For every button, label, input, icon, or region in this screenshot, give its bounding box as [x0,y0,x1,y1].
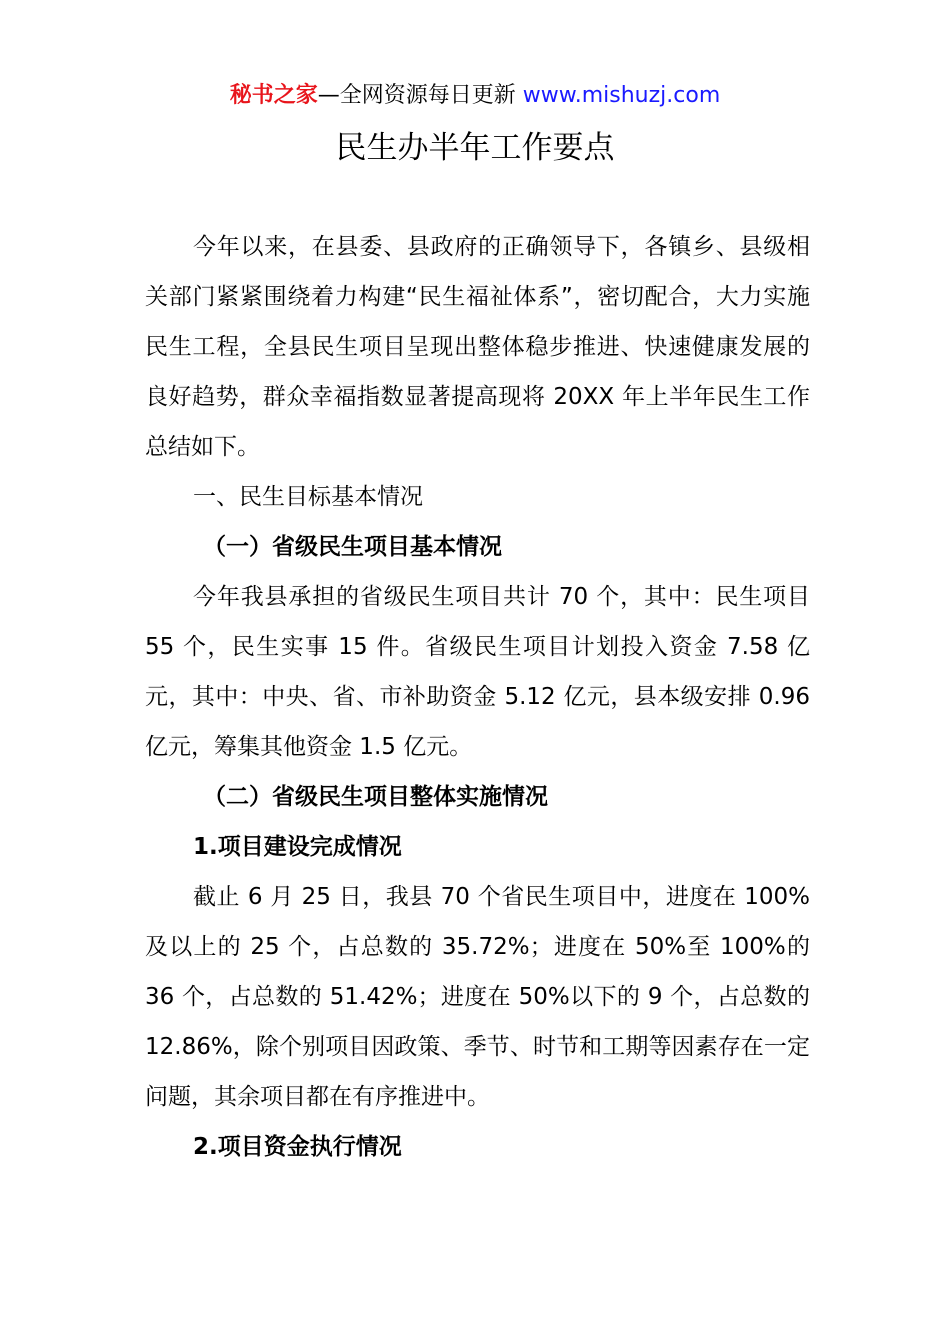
header-tagline: —全网资源每日更新 [317,83,516,108]
site-header [0,80,950,112]
site-url-link[interactable]: www.mishuzj.com [522,83,721,108]
brand-name: 秘书之家 [229,83,318,108]
provincial-projects-paragraph: 今年我县承担的省级民生项目共计 70 个，其中：民生项目 55 个，民生实事 15 件。省级民生项目计划投入资金 7.58 亿元，其中：中央、省、市补助资金 5.12 亿元，县本级安排 0.96 亿元，筹集其他资金 1.5 亿元。 [145,584,810,760]
section-heading-1: 一、民生目标基本情况 [193,484,423,510]
item-heading-2: 2.项目资金执行情况 [193,1134,402,1160]
progress-paragraph: 截止 6 月 25 日，我县 70 个省民生项目中，进度在 100%及以上的 25 个，占总数的 35.72%；进度在 50%至 100%的 36 个，占总数的 51.42%；进度在 50%以下的 9 个，占总数的 12.86%，除个别项目因政策、季节、时节和工期等因素存在一定问题，其余项目都在有序推进中。 [145,884,810,1110]
subsection-heading-2: （二）省级民生项目整体实施情况 [203,784,548,810]
document-body [145,222,810,1172]
subsection-heading-1: （一）省级民生项目基本情况 [203,534,502,560]
page-title: 民生办半年工作要点 [335,130,615,166]
item-heading-1: 1.项目建设完成情况 [193,834,402,860]
intro-paragraph: 今年以来，在县委、县政府的正确领导下，各镇乡、县级相关部门紧紧围绕着力构建“民生福祉体系”，密切配合，大力实施民生工程，全县民生项目呈现出整体稳步推进、快速健康发展的良好趋势，群众幸福指数显著提高现将 20XX 年上半年民生工作总结如下。 [145,234,810,460]
